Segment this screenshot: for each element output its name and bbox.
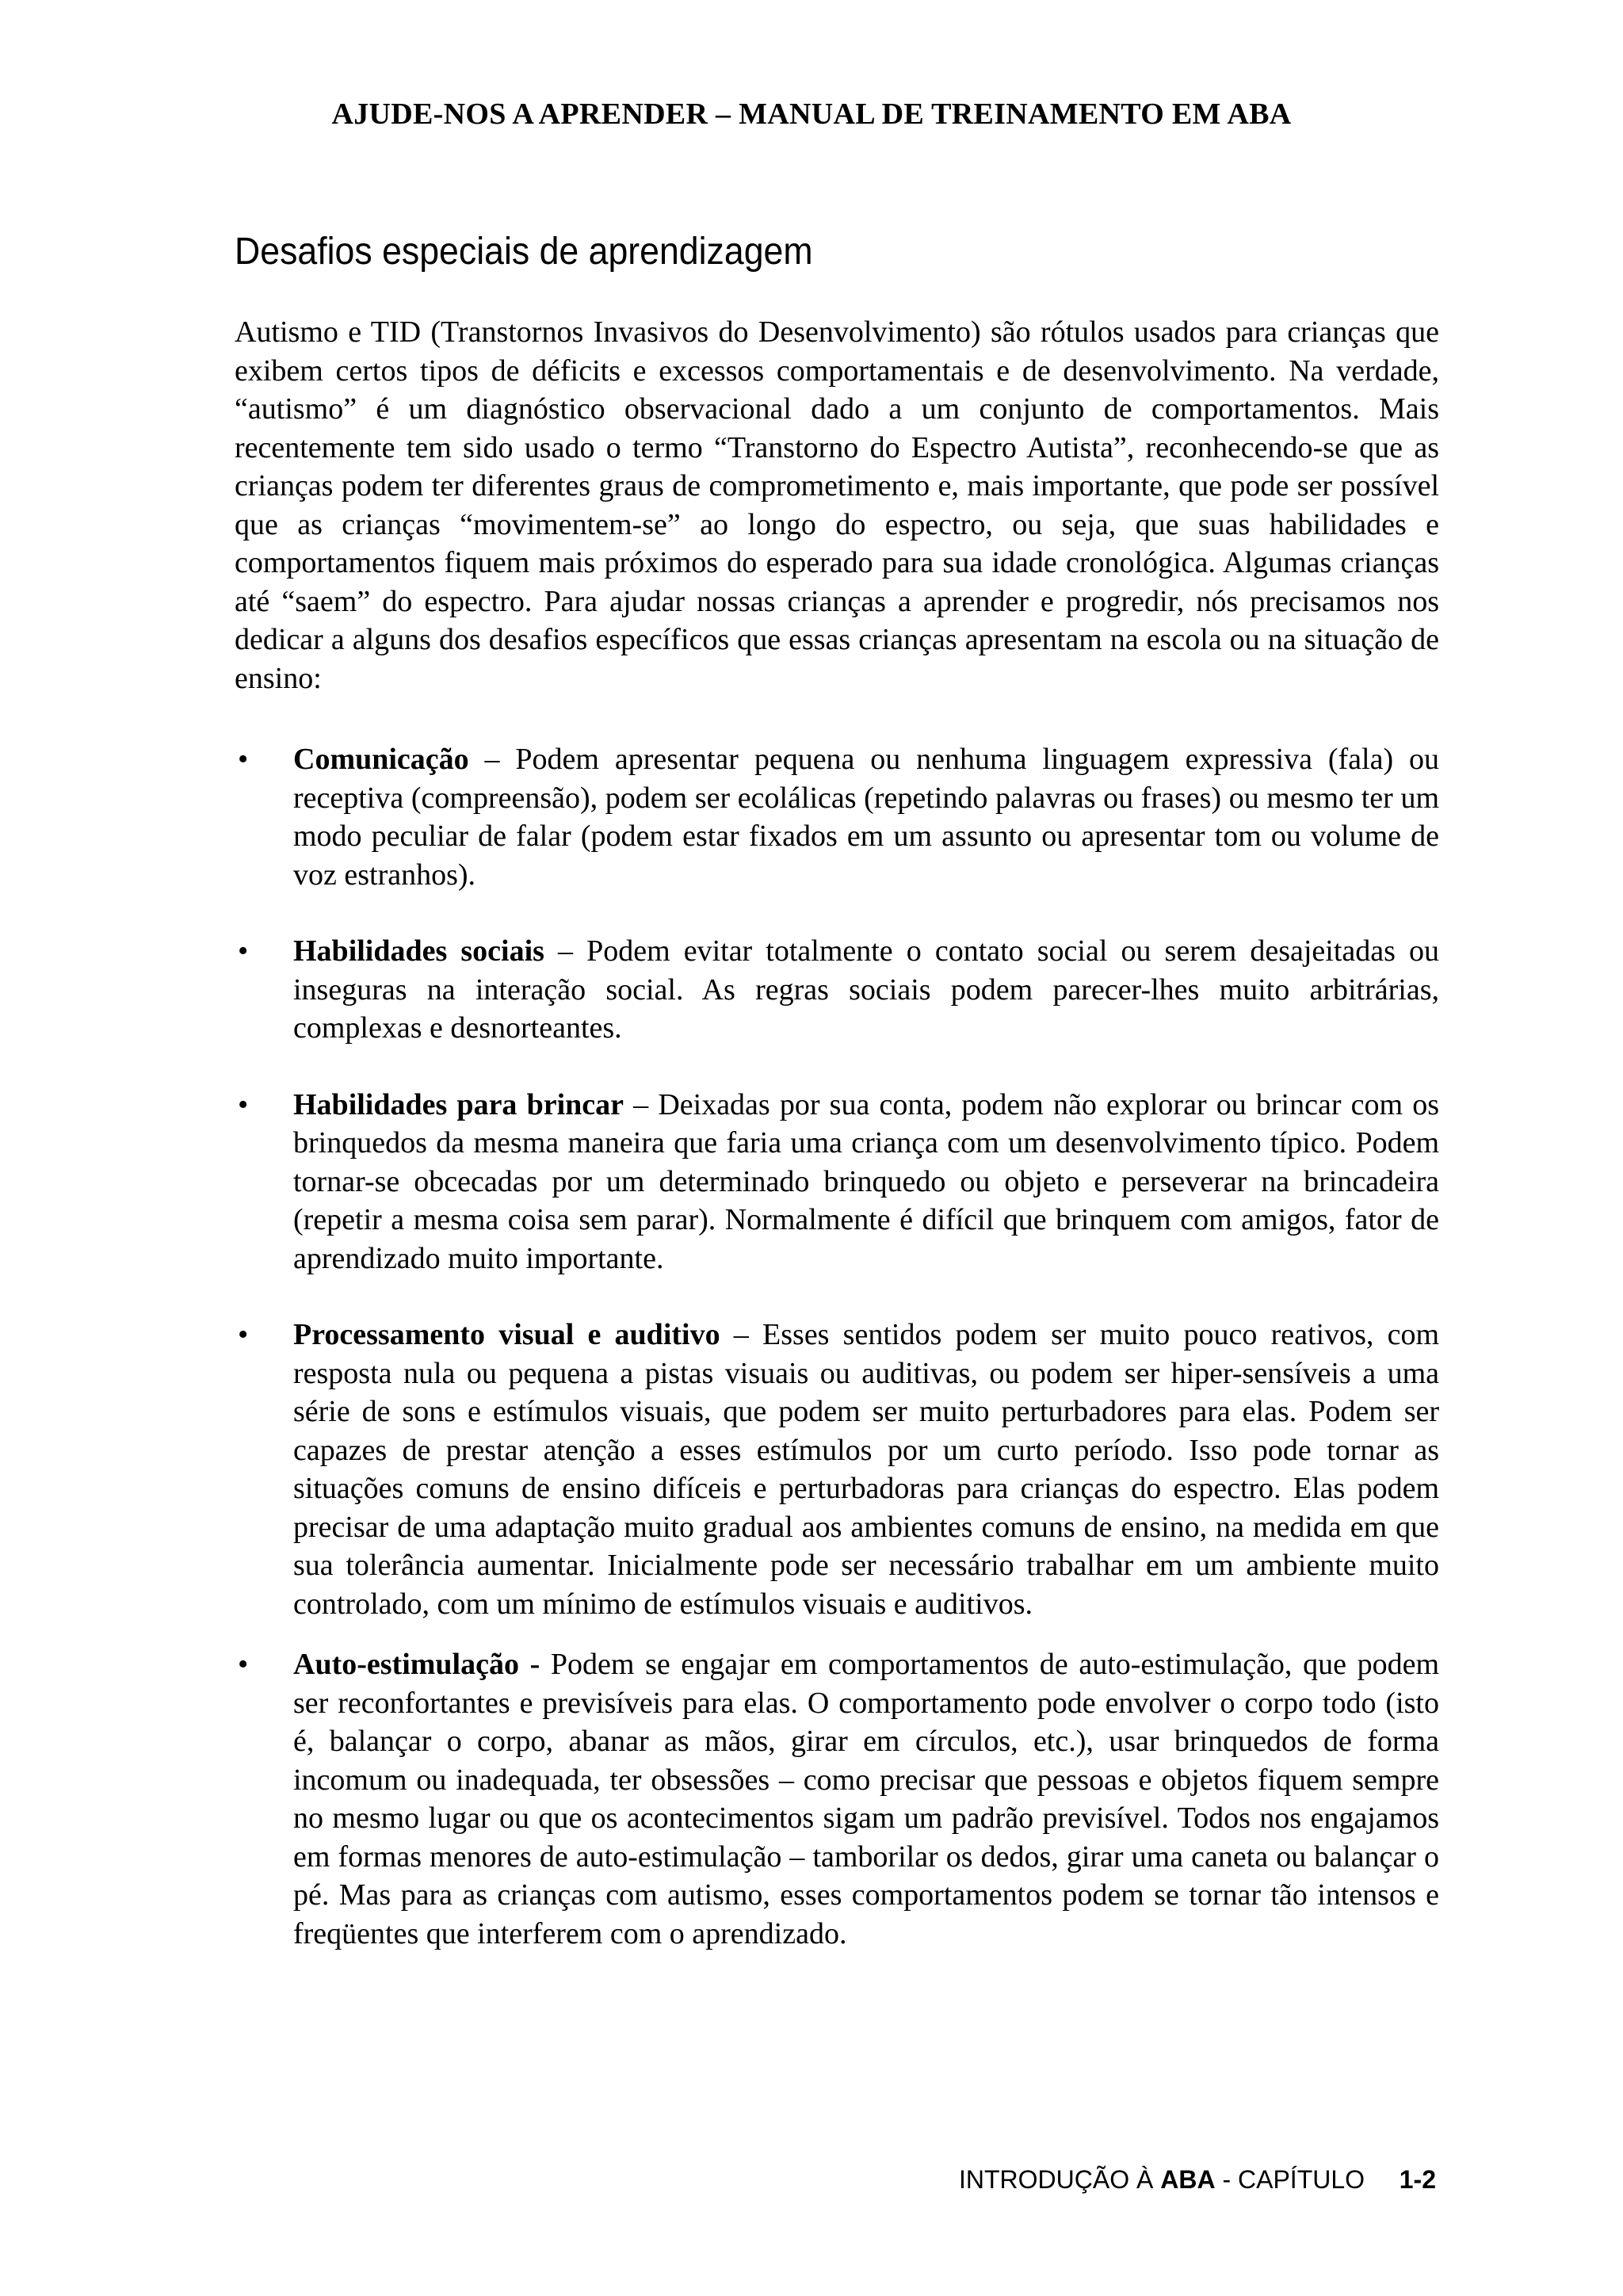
bullet-term: Habilidades sociais bbox=[293, 934, 544, 968]
list-item-auto-estimulacao bbox=[235, 1645, 1439, 1953]
list-item-comunicacao bbox=[235, 740, 1439, 894]
chapter-label: INTRODUÇÃO À ABA - CAPÍTULO bbox=[959, 2165, 1365, 2194]
bullet-separator: – bbox=[720, 1318, 763, 1351]
bullet-text: Deixadas por sua conta, podem não explorar ou brincar com os brinquedos da mesma maneira que faria uma criança com um desenvolvimento típico. Podem tornar-se obcecadas por um determinado brinquedo ou objeto e perseverar na brincadeira (repetir a mesma coisa sem parar). Normalmente é difícil que brinquem com amigos, fator de aprendizado muito importante. bbox=[293, 1087, 1440, 1275]
challenge-list bbox=[235, 740, 1439, 1953]
bullet-separator: – bbox=[544, 934, 587, 968]
bullet-text: Podem evitar totalmente o contato social ou serem desajeitadas ou inseguras na interação social. As regras sociais podem parecer-lhes muito arbitrárias, complexas e desnorteantes. bbox=[293, 934, 1439, 1045]
bullet-term: Processamento visual e auditivo bbox=[293, 1318, 720, 1351]
bullet-icon: • bbox=[238, 1648, 249, 1681]
list-item-habilidades-brincar bbox=[235, 1086, 1439, 1278]
bullet-term: Auto-estimulação - bbox=[293, 1648, 540, 1681]
list-item-habilidades-sociais bbox=[235, 932, 1439, 1048]
running-header: AJUDE-NOS A APRENDER – MANUAL DE TREINAMENTO EM ABA bbox=[331, 97, 1292, 131]
bullet-separator: – bbox=[624, 1087, 659, 1121]
bullet-term: Habilidades para brincar bbox=[293, 1087, 624, 1121]
main-content bbox=[235, 230, 1439, 1991]
bullet-icon: • bbox=[238, 1087, 249, 1121]
bullet-text: Podem se engajar em comportamentos de auto-estimulação, que podem ser reconfortantes e previsíveis para elas. O comportamento pode envolver o corpo todo (isto é, balançar o corpo, abanar as mãos, girar em círculos, etc.), usar brinquedos de forma incomum ou inadequada, ter obsessões – como precisar que pessoas e objetos fiquem sempre no mesmo lugar ou que os acontecimentos sigam um padrão previsível. Todos nos engajamos em formas menores de auto-estimulação – tamborilar os dedos, girar uma caneta ou balançar o pé. Mas para as crianças com autismo, esses comportamentos podem se tornar tão intensos e freqüentes que interferem com o aprendizado. bbox=[293, 1648, 1440, 1950]
page-number: 1-2 bbox=[1399, 2165, 1436, 2194]
bullet-separator: – bbox=[468, 743, 516, 776]
bullet-term: Comunicação bbox=[293, 743, 469, 776]
bullet-text: Podem apresentar pequena ou nenhuma linguagem expressiva (fala) ou receptiva (compreensão), podem ser ecolálicas (repetindo palavras ou frases) ou mesmo ter um modo peculiar de falar (podem estar fixados em um assunto ou apresentar tom ou volume de voz estranhos). bbox=[293, 743, 1439, 892]
bullet-text: Esses sentidos podem ser muito pouco reativos, com resposta nula ou pequena a pistas visuais ou auditivas, ou podem ser hiper-sensíveis a uma série de sons e estímulos visuais, que podem ser muito perturbadores para elas. Podem ser capazes de prestar atenção a esses estímulos por um curto período. Isso pode tornar as situações comuns de ensino difíceis e perturbadoras para crianças do espectro. Elas podem precisar de uma adaptação muito gradual aos ambientes comuns de ensino, na medida em que sua tolerância aumentar. Inicialmente pode ser necessário trabalhar em um ambiente muito controlado, com um mínimo de estímulos visuais e auditivos. bbox=[293, 1318, 1440, 1621]
bullet-icon: • bbox=[238, 1318, 249, 1351]
bullet-icon: • bbox=[238, 743, 249, 776]
bullet-icon: • bbox=[238, 934, 249, 968]
bullet-separator bbox=[540, 1648, 551, 1681]
section-title: Desafios especiais de aprendizagem bbox=[235, 231, 813, 273]
intro-paragraph: Autismo e TID (Transtornos Invasivos do Desenvolvimento) são rótulos usados para crianças que exibem certos tipos de déficits e excessos comportamentais e de desenvolvimento. Na verdade, “autismo” é um diagnóstico observacional dado a um conjunto de comportamentos. Mais recentemente tem sido usado o termo “Transtorno do Espectro Autista”, reconhecendo-se que as crianças podem ter diferentes graus de comprometimento e, mais importante, que pode ser possível que as crianças “movimentem-se” ao longo do espectro, ou seja, que suas habilidades e comportamentos fiquem mais próximos do esperado para sua idade cronológica. Algumas crianças até “saem” do espectro. Para ajudar nossas crianças a aprender e progredir, nós precisamos nos dedicar a alguns dos desafios específicos que essas crianças apresentam na escola ou na situação de ensino: bbox=[235, 315, 1439, 695]
list-item-processamento bbox=[235, 1316, 1439, 1623]
